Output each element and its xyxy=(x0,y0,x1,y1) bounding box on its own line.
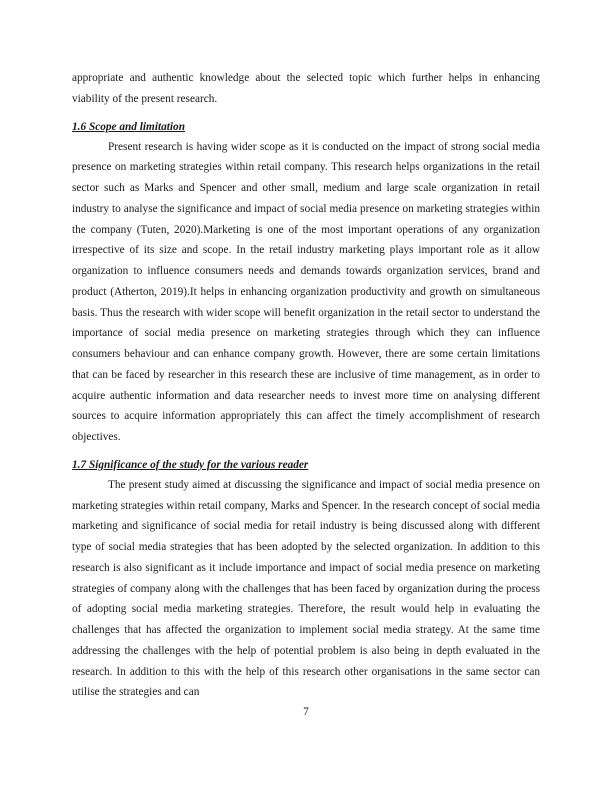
significance-of-study-paragraph: The present study aimed at discussing the significance and impact of social media presence on marketing strategies within retail company, Marks and Spencer. In the research concept of social media marketing and significance of social media for retail industry is being discussed along with different type of social media strategies that has been adopted by the selected organization. In addition to this research is also significant as it include importance and impact of social media presence on marketing strategies of company along with the challenges that has been faced by organization during the process of adopting social media marketing strategies. Therefore, the result would help in evaluating the challenges that has affected the organization to implement social media strategy. At the same time addressing the challenges with the help of potential problem is also being in depth evaluated in the research. In addition to this with the help of this research other organisations in the same sector can utilise the strategies and can xyxy=(72,478,540,699)
scope-and-limitation-paragraph: Present research is having wider scope as it is conducted on the impact of strong social media presence on marketing strategies within retail company. This research helps organizations in the retail sector such as Marks and Spencer and other small, medium and large scale organization in retail industry to analyse the significance and impact of social media presence on marketing strategies within the company (Tuten, 2020).Marketing is one of the most important operations of any organization irrespective of its size and scope. In the retail industry marketing plays important role as it allow organization to influence consumers needs and demands towards organization services, brand and product (Atherton, 2019).It helps in enhancing organization productivity and growth on simultaneous basis. Thus the research with wider scope will benefit organization in the retail sector to understand the importance of social media presence on marketing strategies through which they can influence consumers behaviour and can enhance company growth. However, there are some certain limitations that can be faced by researcher in this research these are inclusive of time management, as in order to acquire authentic information and data researcher needs to invest more time on analysing different sources to acquire information appropriately this can affect the timely accomplishment of research objectives. xyxy=(72,140,540,443)
section-heading-significance-of-study: 1.7 Significance of the study for the various reader xyxy=(72,458,309,471)
section-heading-scope-and-limitation: 1.6 Scope and limitation xyxy=(72,120,185,133)
page-number: 7 xyxy=(303,706,309,718)
document-page xyxy=(72,68,540,703)
continuation-paragraph: appropriate and authentic knowledge about the selected topic which further helps in enhancing viability of the present research. xyxy=(72,72,540,105)
